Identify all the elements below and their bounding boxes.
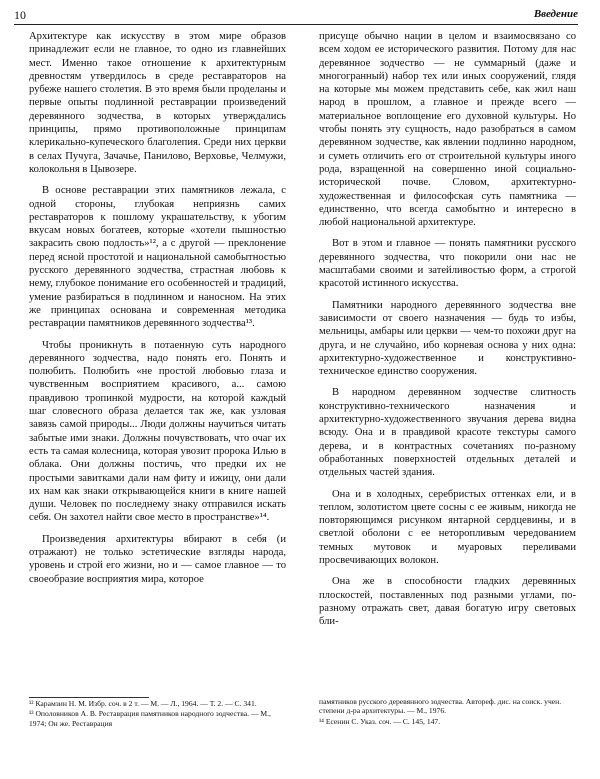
left-text-column	[29, 30, 286, 594]
paragraph: В народном деревянном зодчестве слитность конструктивно-технического назначения и архитектурно-художественного звучания дерева видна всюду. Она и в правдивой красоте текстуры самого дерева, и в контрастных сочетаниях по-разному обработанных поверхностей отдельных деталей и отдельных частей здания.	[319, 387, 576, 479]
paragraph: Памятники народного деревянного зодчества вне зависимости от своего назначения — будь то избы, мельницы, амбары или церкви — чем-то похожи друг на друга, и не случайно, ибо корневая основа у них одна: архитектурно-художественное и конструктивно-техническое единство сооружения.	[319, 299, 576, 378]
footnote-divider	[29, 697, 149, 698]
paragraph: Архитектуре как искусству в этом мире образов принадлежит если не главное, то одно из главнейших мест. Именно такое отношение к архитектурным древностям утвердилось в среде реставраторов на рубеже нашего столетия. В это время были проделаны и первые опыты подлинной реставрации произведений деревянного зодчества, в которых утверждались принципы, прямо противоположные принципам клерикально-купеческого благолепия. Среди них церкви в селах Пучуга, Зачачье, Панилово, Верховье, Челмужи, колокольня в Цывозере.	[29, 31, 286, 175]
paragraph: В основе реставрации этих памятников лежала, с одной стороны, глубокая неприязнь самих реставраторов к пошлому украшательству, к убогим вкусам новых богатеев, которые «хотели пышностью закрасить свою подлость»¹², а с другой — преклонение перед ясной простотой и национальной самобытностью русского деревянного зодчества, страстная любовь к нему, глубокое понимание его особенностей и традиций, умение разбираться в подлинном и наносном. На этих же принципах основана и современная методика реставрации памятников деревянного зодчества¹³.	[29, 185, 286, 330]
footnote: ¹² Карамзин Н. М. Избр. соч. в 2 т. — М. — Л., 1964. — Т. 2. — С. 341.	[29, 699, 257, 708]
paragraph: Вот в этом и главное — понять памятники русского деревянного зодчества, что покорили они нас не масштабами своими и затейливостью форм, а строгой красотой истинного искусства.	[319, 238, 576, 290]
footnotes-right	[319, 697, 576, 727]
paragraph: Она же в способности гладких деревянных плоскостей, поставленных под разными углами, по-разному отражать свет, давая богатую игру световых бли-	[319, 576, 576, 628]
paragraph: присуще обычно нации в целом и взаимосвязано со всем ходом ее исторического развития. Потому для нас деревянное зодчество — не суммарный (даже и многогранный) набор тех или иных сооружений, глядя на которые мы можем представить себе, как жил наш народ в прошлом, а главное и прежде всего — материальное воплощение его духовной культуры. Но чтобы понять эту сущность, надо разобраться в самом деревянном зодчестве, как явлении подлинно народном, и суметь отличить его от строительной культуры иного рода, взращенной на совершенно иной социально-исторической почве. Словом, архитектурно-художественная и философская суть памятника — единственно, что всегда самобытно и интересно в любой национальной архитектуре.	[319, 31, 576, 229]
footnote: памятников русского деревянного зодчества. Автореф. дис. на соиск. учен. степени д-ра архитектуры. — М., 1976.	[319, 697, 562, 716]
running-header-title: Введение	[533, 8, 578, 20]
right-text-column	[319, 30, 576, 636]
paragraph: Она и в холодных, серебристых оттенках ели, и в теплом, золотистом цвете сосны с ее живым, никогда не повторяющимся рисунком янтарной сердцевины, и в светлой оболони с ее неторопливым чередованием темных мутовок и муаровых переливами просвечивающих волокон.	[319, 488, 576, 566]
paragraph: Произведения архитектуры вбирают в себя (и отражают) не только эстетические взгляды народа, уровень и строй его жизни, но и — самое главное — то своеобразие восприятия мира, которое	[29, 533, 286, 585]
paragraph: Чтобы проникнуть в потаенную суть народного деревянного зодчества, надо понять его. Понять и полюбить. Полюбить «не простой любовью глаза и чувственным восприятием красивого, а... самою правдивою тропинкой мудрости, на которой каждый шаг словесного образа делается так же, как узловая завязь самой природы... Люди должны научиться читать забытые ими знаки. Должны почувствовать, что очаг их есть та самая колесница, которая увозит пророка Илью в облака. Они должны постичь, что предки их не простыми завитками дали нам фиту и ижицу, они дали их нам как знаки открывающейся книги в книге нашей души. Человек по последнему знаку отправился искать себя. Он захотел найти свое место в пространстве»¹⁴.	[29, 339, 286, 524]
footnotes-left	[29, 697, 286, 729]
header-divider	[14, 24, 578, 25]
footnote: ¹³ Ополовников А. В. Реставрация памятников народного зодчества. — М., 1974; Он же. Реставрация	[29, 709, 271, 728]
page-number: 10	[14, 8, 26, 22]
footnote: ¹⁴ Есенин С. Указ. соч. — С. 145, 147.	[319, 716, 441, 726]
